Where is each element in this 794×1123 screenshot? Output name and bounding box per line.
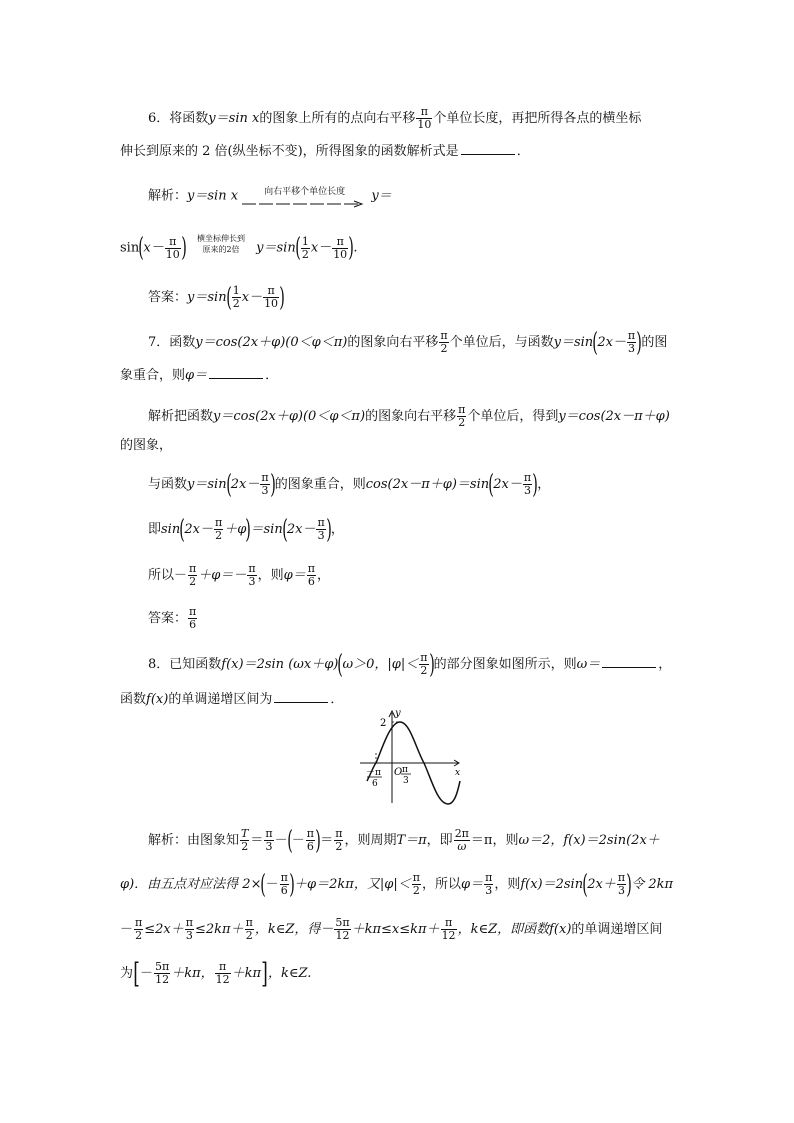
transform-arrow-1: 向右平移个单位长度 <box>242 183 367 209</box>
q8-solution-2: φ)．由五点对应法得 2×(－ $\frac{\pi}{6}$ )＋φ＝2kπ，又|φ|＜ $\frac{\pi}{2}$ ，所以φ＝ $\frac{\pi}{3}$ ，则f(x)＝2sin(2x＋ $\frac{\pi}{3}$ )令 2kπ <box>120 869 674 900</box>
q8-line-2: 函数f(x)的单调递增区间为 ． <box>120 692 344 707</box>
q7-solution-2: 的图象， <box>120 438 173 453</box>
q6-solution-2: sin(x－ $\frac{\pi}{10}$ ) 横坐标伸长到 原来的2倍 y＝sin( $\frac{1}{2}$ x－ $\frac{\pi}{10}$ ). <box>120 233 358 263</box>
q6-answer: 答案：y＝sin( $\frac{1}{2}$ x－ $\frac{\pi}{10}$ ) <box>148 282 285 313</box>
q6-line-2: 伸长到原来的 2 倍(纵坐标不变)，所得图象的函数解析式是 ． <box>120 144 530 159</box>
sine-graph <box>360 705 465 805</box>
tick-pi-den: 3 <box>403 776 409 786</box>
x-axis-label: x <box>455 768 461 778</box>
y-axis-label: y <box>395 708 401 719</box>
answer-blank-interval[interactable] <box>274 690 328 703</box>
q7-solution-5: 所以－ $\frac{\pi}{2}$ ＋φ＝－ $\frac{\pi}{3}$ ，则φ＝ $\frac{\pi}{6}$ ， <box>148 562 330 588</box>
q8-solution-1: 解析：由图象知 $\frac{T}{2}$ ＝ $\frac{\pi}{3}$ －(－ $\frac{\pi}{6}$ )＝ $\frac{\pi}{2}$ ，则周期T＝π，即 $\frac{2\pi}{\omega}$ ＝π，则ω＝2，f(x)＝2sin(2x＋ <box>148 825 660 856</box>
answer-blank[interactable] <box>209 366 263 379</box>
q6-line-1: 6．将函数y＝sin x的图象上所有的点向右平移 $\frac{\pi}{10}$ 个单位长度，再把所得各点的横坐标 <box>148 105 642 131</box>
q7-solution-1: 解析把函数y＝cos(2x＋φ)(0＜φ＜π)的图象向右平移 $\frac{\pi}{2}$ 个单位后，得到y＝cos(2x－π＋φ) <box>148 403 670 429</box>
answer-blank[interactable] <box>461 142 515 155</box>
q7-line-1: 7．函数y＝cos(2x＋φ)(0＜φ＜π)的图象向右平移 $\frac{\pi}{2}$ 个单位后，与函数y＝sin(2x－ $\frac{\pi}{3}$ )的图 <box>148 327 668 358</box>
q8-line-1: 8．已知函数f(x)＝2sin (ωx＋φ)(ω＞0，|φ|＜ $\frac{\pi}{2}$ )的部分图象如图所示，则ω＝ ， <box>148 649 672 680</box>
long-arrow-icon <box>242 200 367 208</box>
frac-pi-10: $\frac{\pi}{10}$ <box>417 105 432 131</box>
origin-label: O <box>394 767 403 778</box>
q7-answer: 答案： $\frac{\pi}{6}$ <box>148 605 197 631</box>
q7-solution-4: 即sin(2x－ $\frac{\pi}{2}$ ＋φ)＝sin(2x－ $\frac{\pi}{3}$ )， <box>148 514 344 545</box>
tick-neg-pi-den: 6 <box>372 779 378 789</box>
q8-solution-3: － $\frac{\pi}{2}$ ≤2x＋ $\frac{\pi}{3}$ ≤2kπ＋ $\frac{\pi}{2}$ ，k∈Z，得－ $\frac{5\pi}{12}$ ＋kπ≤x≤kπ＋ $\frac{\pi}{12}$ ，k∈Z，即函数f(x)的单调递增区间 <box>120 916 663 942</box>
y-tick-2: 2 <box>380 718 387 729</box>
tick-pi-num: π <box>402 765 408 775</box>
transform-arrow-2: 横坐标伸长到 原来的2倍 <box>197 234 245 254</box>
q6-solution-1: 解析：y＝sin x 向右平移个单位长度 y＝ <box>148 183 392 209</box>
answer-blank-omega[interactable] <box>602 655 656 668</box>
q8-solution-4: 为[－ $\frac{5\pi}{12}$ ＋kπ， $\frac{\pi}{12}$ ＋kπ]，k∈Z. <box>120 956 312 990</box>
q7-line-2: 象重合，则φ＝ ． <box>120 368 279 383</box>
tick-neg-pi-num: －π <box>366 768 381 778</box>
q7-solution-3: 与函数y＝sin(2x－ $\frac{\pi}{3}$ )的图象重合，则cos(2x－π＋φ)＝sin(2x－ $\frac{\pi}{3}$ )， <box>148 469 551 500</box>
